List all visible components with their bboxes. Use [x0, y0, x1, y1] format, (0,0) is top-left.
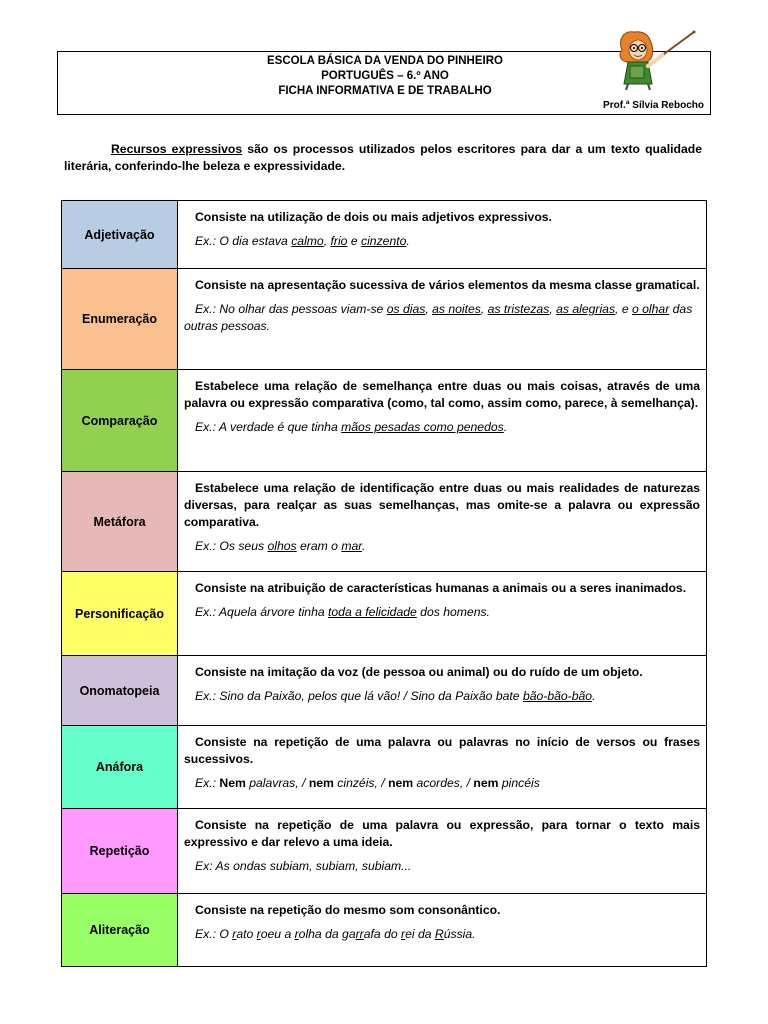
example-fragment: pincéis — [498, 776, 540, 790]
underlined-term: R — [434, 927, 444, 941]
resource-description — [178, 201, 706, 268]
resource-name: Comparação — [62, 370, 178, 471]
resource-description — [178, 656, 706, 725]
intro-text: são os processos utilizados pelos escritores para dar a um texto qualidade literária, conferindo-lhe beleza e expressividade. — [64, 142, 702, 173]
resource-name: Anáfora — [62, 726, 178, 808]
underlined-term: r — [256, 927, 261, 941]
intro-term: Recursos expressivos — [111, 142, 243, 156]
example-text — [184, 233, 700, 250]
example-fragment: Ex.: Os seus — [195, 539, 268, 553]
subject-line: PORTUGUÊS – 6.º ANO — [321, 70, 449, 82]
underlined-term: toda a felicidade — [328, 605, 417, 619]
underlined-term: r — [232, 927, 237, 941]
underlined-term: rr — [355, 927, 364, 941]
underlined-term: r — [401, 927, 406, 941]
example-fragment: e — [347, 234, 361, 248]
example-fragment: oeu a — [260, 927, 295, 941]
example-fragment: eram o — [296, 539, 342, 553]
table-row — [62, 894, 706, 966]
definition-text: Consiste na apresentação sucessiva de vários elementos da mesma classe gramatical. — [195, 278, 700, 292]
example-fragment: Ex.: Sino da Paixão, pelos que lá vão! / Sino da Paixão bate — [195, 689, 523, 703]
example-text — [184, 688, 700, 705]
definition-text: Estabelece uma relação de identificação entre duas ou mais realidades de naturezas diversas, para realçar as suas semelhanças, mas omite-se a palavra ou expressão comparativa. — [184, 481, 700, 529]
example-fragment: . — [592, 689, 596, 703]
table-row — [62, 572, 706, 656]
example-fragment: Ex.: A verdade é que tinha — [195, 420, 342, 434]
emphasized-term: Nem — [219, 776, 246, 790]
resource-name: Personificação — [62, 572, 178, 655]
table-row — [62, 726, 706, 809]
example-fragment: , — [425, 302, 433, 316]
example-fragment: olha da ga — [298, 927, 356, 941]
definition-text: Consiste na repetição do mesmo som consonântico. — [195, 903, 501, 917]
resource-name: Enumeração — [62, 269, 178, 369]
example-fragment: , — [549, 302, 557, 316]
definition-text: Consiste na imitação da voz (de pessoa ou animal) ou do ruído de um objeto. — [195, 665, 643, 679]
example-fragment: ei da — [405, 927, 435, 941]
underlined-term: mãos pesadas como penedos — [341, 420, 504, 434]
underlined-term: os dias — [386, 302, 426, 316]
underlined-term: o olhar — [631, 302, 670, 316]
example-fragment: . — [503, 420, 508, 434]
resource-description — [178, 269, 706, 369]
table-row — [62, 370, 706, 472]
table-row — [62, 809, 706, 894]
example-text — [184, 301, 700, 335]
definition-text: Consiste na repetição de uma palavra ou expressão, para tornar o texto mais expressivo e dar relevo a uma ideia. — [184, 818, 700, 849]
underlined-term: frio — [330, 234, 348, 248]
example-fragment: ato — [236, 927, 257, 941]
example-fragment: , e — [615, 302, 632, 316]
example-text — [184, 926, 700, 943]
resource-name: Metáfora — [62, 472, 178, 571]
resource-description — [178, 370, 706, 471]
underlined-term: as noites — [432, 302, 481, 316]
underlined-term: cinzento — [361, 234, 407, 248]
underlined-term: as alegrias — [556, 302, 616, 316]
example-fragment: Ex: As ondas subiam, subiam, subiam... — [195, 859, 412, 873]
example-fragment: acordes, / — [413, 776, 474, 790]
resource-description — [178, 726, 706, 808]
resource-description — [178, 894, 706, 966]
example-fragment: cinzéis, / — [333, 776, 389, 790]
example-text — [184, 419, 700, 436]
example-fragment: ússia. — [443, 927, 476, 941]
example-text — [184, 858, 700, 875]
resources-table — [61, 200, 707, 967]
resource-name: Adjetivação — [62, 201, 178, 268]
resource-description — [178, 572, 706, 655]
example-fragment: Ex.: O — [195, 927, 233, 941]
resource-name: Onomatopeia — [62, 656, 178, 725]
example-fragment: Ex.: Aquela árvore tinha — [195, 605, 329, 619]
example-text — [184, 538, 700, 555]
resource-description — [178, 472, 706, 571]
definition-text: Consiste na repetição de uma palavra ou palavras no início de versos ou frases sucessivos. — [184, 735, 700, 766]
underlined-term: bão-bão-bão — [522, 689, 593, 703]
example-fragment: Ex.: — [195, 776, 220, 790]
resource-name: Repetição — [62, 809, 178, 893]
example-fragment: , — [480, 302, 488, 316]
example-fragment: dos homens. — [416, 605, 490, 619]
teacher-illustration — [612, 28, 708, 90]
definition-text: Estabelece uma relação de semelhança entre duas ou mais coisas, através de uma palavra ou expressão comparativa (como, tal como, assim como, parece, à semelhança). — [184, 379, 700, 410]
resource-description — [178, 809, 706, 893]
table-row — [62, 269, 706, 370]
underlined-term: r — [294, 927, 299, 941]
definition-text: Consiste na atribuição de características humanas a animais ou a seres inanimados. — [195, 581, 687, 595]
underlined-term: as tristezas — [487, 302, 550, 316]
teacher-name: Prof.ª Sílvia Rebocho — [603, 100, 704, 111]
example-fragment: . — [361, 539, 366, 553]
definition-text: Consiste na utilização de dois ou mais adjetivos expressivos. — [195, 210, 552, 224]
example-fragment: , — [323, 234, 331, 248]
example-fragment: palavras, / — [245, 776, 309, 790]
example-fragment: Ex.: No olhar das pessoas viam-se — [195, 302, 387, 316]
school-name: ESCOLA BÁSICA DA VENDA DO PINHEIRO — [267, 55, 503, 67]
table-row — [62, 656, 706, 726]
emphasized-term: nem — [473, 776, 499, 790]
table-row — [62, 472, 706, 572]
example-fragment: . — [406, 234, 410, 248]
underlined-term: olhos — [267, 539, 297, 553]
example-fragment: das outras pessoas. — [184, 302, 693, 333]
resource-name: Aliteração — [62, 894, 178, 966]
underlined-term: calmo — [291, 234, 324, 248]
underlined-term: mar — [341, 539, 362, 553]
example-text — [184, 775, 700, 792]
sheet-title: FICHA INFORMATIVA E DE TRABALHO — [278, 85, 492, 97]
emphasized-term: nem — [388, 776, 414, 790]
intro-paragraph — [64, 141, 702, 175]
example-text — [184, 604, 700, 621]
table-row — [62, 201, 706, 269]
example-fragment: Ex.: O dia estava — [195, 234, 292, 248]
example-fragment: afa do — [363, 927, 402, 941]
emphasized-term: nem — [308, 776, 334, 790]
